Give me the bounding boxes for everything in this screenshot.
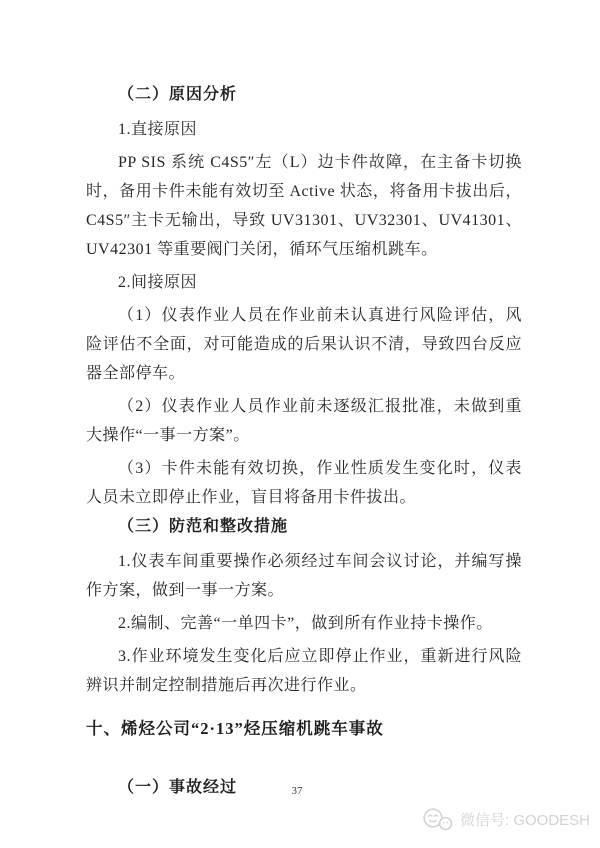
para-indirect-cause-3: （3）卡件未能有效切换，作业性质发生变化时，仪表人员未立即停止作业，盲目将备用卡件拔出。 xyxy=(86,460,522,506)
para-indirect-cause-2: （2）仪表作业人员作业前未逐级汇报批准，未做到重大操作“一事一方案”。 xyxy=(86,398,522,444)
heading-accident-course: （一）事故经过 xyxy=(118,779,238,796)
para-direct-cause-detail: PP SIS 系统 C4S5″左（L）边卡件故障，在主备卡切换时，备用卡件未能有效切至 Active 状态，将备用卡拔出后，C4S5″主卡无输出，导致 UV31301、UV32301、UV41301、UV42301 等重要阀门关闭，循环气压缩机跳车。 xyxy=(86,154,522,258)
heading-cause-analysis: （二）原因分析 xyxy=(118,86,238,103)
watermark xyxy=(422,807,590,832)
para-measure-3: 3.作业环境发生变化后应立即停止作业，重新进行风险辨识并制定控制措施后再次进行作业。 xyxy=(86,648,522,694)
heading-prevention-measures: （三）防范和整改措施 xyxy=(118,518,289,535)
chapter-heading-compressor-trip-accident: 十、烯烃公司“2·13”烃压缩机跳车事故 xyxy=(86,719,384,738)
para-indirect-cause-1: （1）仪表作业人员在作业前未认真进行风险评估，风险评估不全面，对可能造成的后果认识不清，导致四台反应器全部停车。 xyxy=(86,307,522,382)
wechat-logo-icon xyxy=(422,807,455,832)
para-measure-2: 2.编制、完善“一单四卡”，做到所有作业持卡操作。 xyxy=(118,615,493,632)
para-indirect-cause-label: 2.间接原因 xyxy=(118,274,198,291)
page-number: 37 xyxy=(291,785,303,797)
para-measure-1: 1.仪表车间重要操作必须经过车间会议讨论，并编写操作方案，做到一事一方案。 xyxy=(86,553,522,599)
para-direct-cause-label: 1.直接原因 xyxy=(118,121,198,138)
watermark-text: 微信号: GOODESH xyxy=(459,812,590,829)
